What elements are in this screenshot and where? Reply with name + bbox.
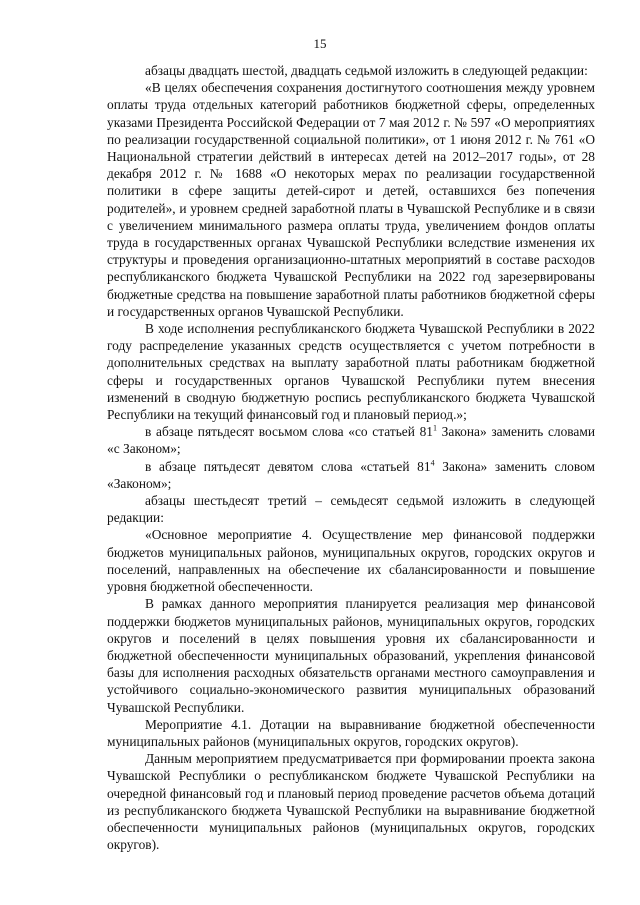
superscript: 1 [432, 423, 437, 433]
paragraph: «Основное мероприятие 4. Осуществление мер финансовой поддержки бюджетов муниципальных районов, муниципальных округов, городских округов и поселений, направленных на обеспечение их сбалансированности и повышение уровня бюджетной обеспеченности. [107, 527, 595, 595]
paragraph: «В целях обеспечения сохранения достигнутого соотношения между уровнем оплаты труда отдельных категорий работников бюджетной сферы, определенных указами Президента Российской Федерации от 7 мая 2012 г. № 597 «О мероприятиях по реализации государственной социальной политики», от 1 июня 2012 г. № 761 «О Национальной стратегии действий в интересах детей на 2012–2017 годы», от 28 декабря 2012 г. № 1688 «О некоторых мерах по реализации государственной политики в сфере защиты детей-сирот и детей, оставшихся без попечения родителей», и уровнем средней заработной платы в Чувашской Республике и в связи с увеличением минимального размера оплаты труда, увеличением фондов оплаты труда в государственных органах Чувашской Республики вследствие изменения их структуры и проведения организационно-штатных мероприятий в составе расходов республиканского бюджета Чувашской Республики на 2022 год зарезервированы бюджетные средства на повышение заработной платы работников бюджетной сферы и государственных органов Чувашской Республики. [107, 80, 595, 319]
page-number: 15 [313, 36, 327, 51]
paragraph-text: Закона» заменить словами «с Законом»; [107, 424, 595, 457]
paragraph: В рамках данного мероприятия планируется реализация мер финансовой поддержки бюджетов муниципальных районов, муниципальных округов, городских округов и поселений в целях повышения уровня их сбалансированности и бюджетной обеспеченности муниципальных образований, укрепления финансовой базы для исполнения расходных обязательств органами местного самоуправления и устойчивого социально-экономического развития муниципальных образований Чувашской Республики. [107, 596, 595, 715]
paragraph-text: в абзаце пятьдесят восьмом слова «со статьей 81 [145, 424, 433, 440]
paragraph: Мероприятие 4.1. Дотации на выравнивание бюджетной обеспеченности муниципальных районов (муниципальных округов, городских округов). [107, 716, 595, 749]
document-body [107, 62, 595, 853]
paragraph-text: Закона» заменить словом «Законом»; [107, 458, 595, 491]
paragraph: абзацы двадцать шестой, двадцать седьмой изложить в следующей редакции: [145, 63, 588, 78]
paragraph: Данным мероприятием предусматривается при формировании проекта закона Чувашской Республики о республиканском бюджете Чувашской Республики на очередной финансовый год и плановый период проведение расчетов объема дотаций из республиканского бюджета Чувашской Республики на выравнивание бюджетной обеспеченности муниципальных районов (муниципальных округов, городских округов). [107, 751, 595, 853]
paragraph-text: в абзаце пятьдесят девятом слова «статьей 81 [145, 458, 431, 474]
paragraph [107, 423, 595, 457]
paragraph: В ходе исполнения республиканского бюджета Чувашской Республики в 2022 году распределение указанных средств осуществляется с учетом потребности в дополнительных средствах на выплату заработной платы работникам бюджетной сферы и государственных органов Чувашской Республики путем внесения изменений в сводную бюджетную роспись республиканского бюджета Чувашской Республики на текущий финансовый год и плановый период.»; [107, 321, 595, 423]
superscript: 4 [430, 458, 435, 468]
paragraph [107, 458, 595, 492]
paragraph: абзацы шестьдесят третий – семьдесят седьмой изложить в следующей редакции: [107, 493, 595, 526]
